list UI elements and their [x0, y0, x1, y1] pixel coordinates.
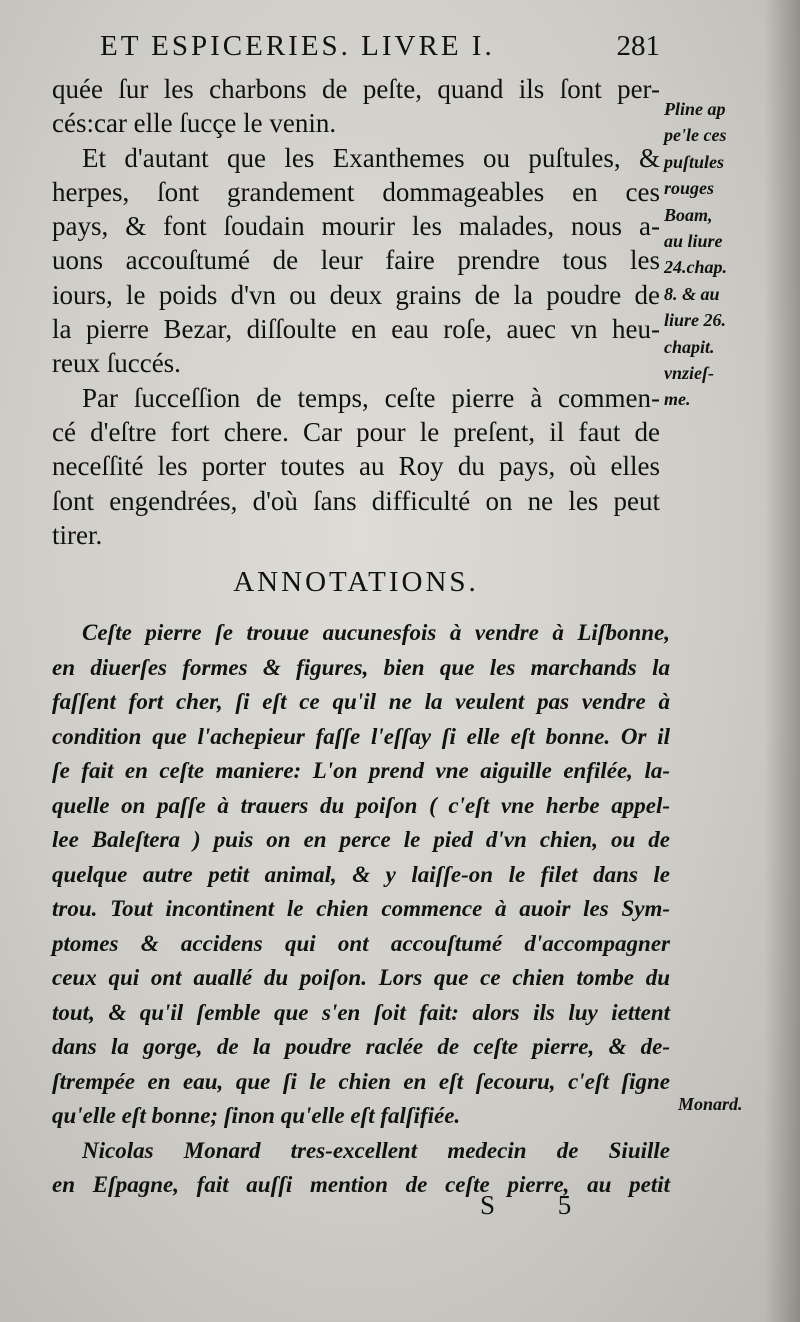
text-line: cé d'eſtre fort chere. Car pour le preſent, il faut de [52, 416, 660, 447]
annotation-line: faſſent fort cher, ſi eſt ce qu'il ne la veulent pas vendre à [52, 689, 670, 714]
annotation-line: quelle on paſſe à trauers du poiſon ( c'eſt vne herbe appel- [52, 792, 670, 818]
annotation-line: Nicolas Monard tres-excellent medecin de Siuille [82, 1137, 670, 1163]
signature-mark: S 5 [480, 1190, 600, 1220]
margin-note-line: puſtules [664, 151, 725, 172]
margin-note-line: vnzieſ- [664, 363, 714, 384]
margin-note-line: rouges [664, 178, 715, 199]
text-line: uons accouſtumé de leur faire prendre tous les [52, 245, 660, 276]
annotation-line: ſtrempée en eau, que ſi le chien en eſt ſecouru, c'eſt ſigne [52, 1068, 670, 1094]
text-line: neceſſité les porter toutes au Roy du pays, où elles [52, 451, 660, 482]
margin-note-line: Boam, [664, 204, 713, 225]
text-line: reux ſuccés. [52, 348, 181, 379]
main-text-block [52, 72, 660, 552]
annotation-line: en diuerſes formes & figures, bien que les marchands la [52, 654, 670, 680]
text-line: iours, le poids d'vn ou deux grains de la poudre de [52, 279, 660, 310]
annotation-line: en Eſpagne, fait auſſi mention de ceſte pierre, au petit [52, 1172, 670, 1197]
text-line: herpes, ſont grandement dommageables en ces [52, 176, 660, 207]
text-line: quée ſur les charbons de peſte, quand ils ſont per- [52, 74, 660, 104]
page-number: 281 [616, 30, 660, 62]
annotation-line: dans la gorge, de la poudre raclée de ceſte pierre, & de- [52, 1034, 670, 1059]
text-line: pays, & font ſoudain mourir les malades, nous a- [52, 211, 660, 242]
marginal-note [664, 96, 750, 413]
annotation-line: condition que l'achepieur faſſe l'eſſay ſi elle eſt bonne. Or il [52, 723, 670, 749]
annotation-line: Ceſte pierre ſe trouue aucunesfois à vendre à Liſbonne, [82, 620, 670, 645]
margin-note-line: 8. & au [664, 283, 720, 304]
margin-note-line: 24.chap. [664, 257, 727, 278]
margin-note-line: liure 26. [664, 310, 727, 331]
annotation-line: tout, & qu'il ſemble que s'en ſoit fait: alors ils luy iettent [52, 999, 670, 1025]
margin-note-line: chapit. [664, 336, 715, 357]
running-head-title: ET ESPICERIES. LIVRE I. [100, 30, 495, 62]
running-head [100, 30, 660, 70]
margin-note-line: me. [664, 389, 691, 410]
annotation-line: trou. Tout incontinent le chien commence à auoir les Sym- [52, 896, 670, 921]
page-edge-shadow [764, 0, 800, 1322]
margin-note-line: Pline ap [664, 99, 726, 119]
text-line: tirer. [52, 519, 103, 550]
text-line: la pierre Bezar, diſſoulte en eau roſe, auec vn heu- [52, 314, 660, 345]
text-line: cés:car elle ſucçe le venin. [52, 108, 337, 139]
marginal-name-monard: Monard. [678, 1094, 743, 1114]
annotations-heading: ANNOTATIONS. [233, 566, 479, 598]
annotation-line: ceux qui ont auallé du poiſon. Lors que ce chien tombe du [52, 965, 670, 990]
annotation-line: qu'elle eſt bonne; ſinon qu'elle eſt falſifiée. [52, 1103, 461, 1128]
annotation-line: ſe fait en ceſte maniere: L'on prend vne aiguille enfilée, la- [52, 758, 670, 783]
annotation-line: ptomes & accidens qui ont accouſtumé d'accompagner [52, 930, 670, 956]
text-line: ſont engendrées, d'où ſans difficulté on ne les peut [52, 485, 660, 516]
text-line: Par ſucceſſion de temps, ceſte pierre à commen- [82, 382, 660, 413]
annotation-line: quelque autre petit animal, & y laiſſe-on le filet dans le [52, 861, 670, 887]
annotation-text-block [52, 616, 670, 1203]
margin-note-line: au liure [664, 231, 723, 252]
margin-note-line: pe'le ces [664, 125, 727, 146]
annotation-line: lee Baleſtera ) puis on en perce le pied d'vn chien, ou de [52, 827, 670, 852]
text-line: Et d'autant que les Exanthemes ou puſtules, & [82, 142, 660, 173]
